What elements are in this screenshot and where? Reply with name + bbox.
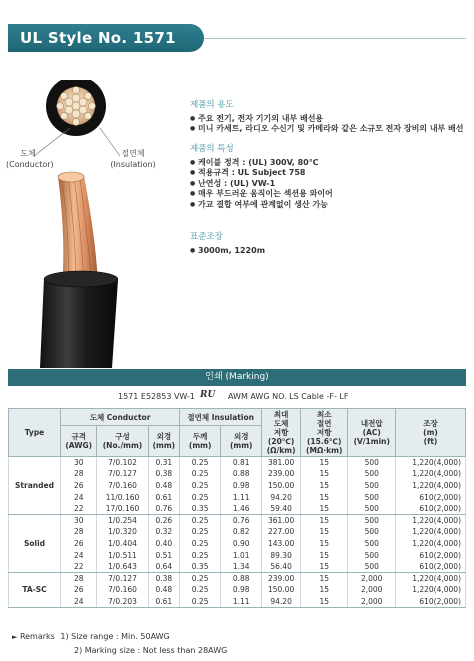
title-divider [204, 38, 466, 39]
table-cell: 7/0.127 [97, 572, 148, 584]
table-cell: 0.38 [148, 572, 180, 584]
table-cell: 0.40 [148, 538, 180, 550]
table-cell: 2,000 [348, 584, 396, 596]
remark-item: 1) Size range : Min. 50AWG [60, 632, 170, 641]
table-cell: 1.11 [221, 596, 262, 608]
table-cell: 610(2,000) [396, 503, 466, 515]
standard-length-title: 표준조장 [190, 232, 223, 242]
table-cell: 22 [61, 503, 97, 515]
remark-item: 2) Marking size : Not less than 28AWG [74, 646, 228, 655]
header-insulation-od: 외경 (mm) [221, 426, 262, 457]
table-row [9, 457, 466, 469]
table-cell: 500 [348, 457, 396, 469]
table-cell: 0.98 [221, 584, 262, 596]
table-cell: 0.61 [148, 491, 180, 503]
table-row [9, 561, 466, 573]
table-cell: 0.25 [180, 468, 221, 480]
spec-table [8, 408, 466, 608]
table-cell: 1.34 [221, 561, 262, 573]
table-cell: 143.00 [262, 538, 301, 550]
type-cell: TA-SC [9, 572, 61, 607]
cable-illustration [0, 80, 190, 370]
table-cell: 0.64 [148, 561, 180, 573]
remarks-label: Remarks [19, 632, 55, 641]
marking-text-1: 1571 E52853 VW-1 [118, 392, 195, 401]
table-cell: 500 [348, 549, 396, 561]
feature-item: ● 매우 부드러운 움직이는 섹션용 와이어 [190, 189, 468, 200]
header-conductor: 도체 Conductor [61, 409, 180, 426]
table-cell: 610(2,000) [396, 561, 466, 573]
spec-table-body [9, 457, 466, 608]
table-cell: 1,220(4,000) [396, 514, 466, 526]
table-cell: 0.48 [148, 480, 180, 492]
table-cell: 7/0.160 [97, 480, 148, 492]
table-cell: 1,220(4,000) [396, 468, 466, 480]
table-cell: 0.26 [148, 514, 180, 526]
table-cell: 7/0.127 [97, 468, 148, 480]
header-insulation: 절연체 Insulation [180, 409, 262, 426]
table-cell: 26 [61, 584, 97, 596]
table-row [9, 503, 466, 515]
table-row [9, 538, 466, 550]
table-cell: 239.00 [262, 468, 301, 480]
table-cell: 0.25 [180, 457, 221, 469]
insulation-label: 절연체 (Insulation) [110, 149, 156, 169]
table-cell: 15 [301, 491, 348, 503]
table-cell: 28 [61, 572, 97, 584]
table-cell: 610(2,000) [396, 549, 466, 561]
table-cell: 0.48 [148, 584, 180, 596]
table-cell: 15 [301, 561, 348, 573]
table-cell: 2,000 [348, 572, 396, 584]
table-cell: 15 [301, 584, 348, 596]
table-cell: 1,220(4,000) [396, 584, 466, 596]
cable-drawing [0, 80, 190, 370]
type-cell: Solid [9, 514, 61, 572]
table-row [9, 596, 466, 608]
table-cell: 0.31 [148, 457, 180, 469]
title-bar [8, 24, 204, 52]
table-cell: 0.25 [180, 491, 221, 503]
table-cell: 0.25 [180, 480, 221, 492]
table-cell: 610(2,000) [396, 596, 466, 608]
header-insulation-resistance: 최소 절연 저항 (15.6℃) (MΩ·km) [301, 409, 348, 457]
table-cell: 1,220(4,000) [396, 526, 466, 538]
table-cell: 0.61 [148, 596, 180, 608]
table-cell: 7/0.102 [97, 457, 148, 469]
table-cell: 28 [61, 468, 97, 480]
table-cell: 59.40 [262, 503, 301, 515]
conductor-label: 도체 (Conductor) [6, 149, 54, 169]
table-cell: 0.32 [148, 526, 180, 538]
table-row [9, 480, 466, 492]
marking-line [0, 389, 474, 405]
table-cell: 15 [301, 572, 348, 584]
header-conductor-od: 외경 (mm) [148, 426, 180, 457]
table-cell: 500 [348, 526, 396, 538]
table-cell: 0.76 [148, 503, 180, 515]
table-row [9, 572, 466, 584]
table-cell: 30 [61, 514, 97, 526]
table-cell: 0.81 [221, 457, 262, 469]
standard-length-section [190, 232, 468, 256]
feature-item: ● 난연성 : (UL) VW-1 [190, 179, 468, 190]
table-cell: 7/0.203 [97, 596, 148, 608]
header-length: 조장 (m) (ft) [396, 409, 466, 457]
table-cell: 500 [348, 538, 396, 550]
table-cell: 0.25 [180, 572, 221, 584]
type-cell: Stranded [9, 457, 61, 515]
table-cell: 361.00 [262, 514, 301, 526]
table-cell: 15 [301, 457, 348, 469]
table-cell: 500 [348, 514, 396, 526]
table-row [9, 468, 466, 480]
table-cell: 24 [61, 596, 97, 608]
table-cell: 17/0.160 [97, 503, 148, 515]
table-cell: 0.35 [180, 561, 221, 573]
table-row [9, 549, 466, 561]
table-cell: 1/0.404 [97, 538, 148, 550]
table-cell: 15 [301, 596, 348, 608]
header-size: 규격 (AWG) [61, 426, 97, 457]
table-cell: 28 [61, 526, 97, 538]
table-cell: 0.35 [180, 503, 221, 515]
table-cell: 0.38 [148, 468, 180, 480]
table-cell: 150.00 [262, 584, 301, 596]
ul-recognized-icon: RU [200, 390, 216, 400]
table-cell: 1,220(4,000) [396, 538, 466, 550]
table-cell: 1/0.320 [97, 526, 148, 538]
table-row [9, 584, 466, 596]
table-cell: 227.00 [262, 526, 301, 538]
table-cell: 1/0.254 [97, 514, 148, 526]
marking-text-2: AWM AWG NO. LS Cable -F- LF [228, 392, 349, 401]
table-cell: 89.30 [262, 549, 301, 561]
table-cell: 1/0.643 [97, 561, 148, 573]
marking-title: 인쇄 (Marking) [8, 369, 466, 386]
table-cell: 1,220(4,000) [396, 457, 466, 469]
table-cell: 0.76 [221, 514, 262, 526]
table-cell: 15 [301, 538, 348, 550]
table-cell: 500 [348, 468, 396, 480]
table-cell: 610(2,000) [396, 491, 466, 503]
usage-item: ● 미니 카세트, 라디오 수신기 및 카메라와 같은 소규모 전자 장비의 내부 배선 [190, 124, 468, 135]
table-cell: 56.40 [262, 561, 301, 573]
remarks [12, 630, 227, 657]
table-cell: 500 [348, 480, 396, 492]
header-type: Type [9, 409, 61, 457]
table-cell: 0.25 [180, 514, 221, 526]
table-row [9, 491, 466, 503]
usage-item: ● 주요 전기, 전자 기기의 내부 배선용 [190, 114, 468, 125]
features-title: 제품의 특성 [190, 144, 234, 154]
table-cell: 239.00 [262, 572, 301, 584]
features-section [190, 144, 468, 210]
table-cell: 381.00 [262, 457, 301, 469]
table-cell: 7/0.160 [97, 584, 148, 596]
table-cell: 0.82 [221, 526, 262, 538]
table-cell: 15 [301, 549, 348, 561]
table-cell: 1/0.511 [97, 549, 148, 561]
header-voltage: 내전압 (AC) (V/1min) [348, 409, 396, 457]
table-cell: 26 [61, 538, 97, 550]
header-thickness: 두께 (mm) [180, 426, 221, 457]
feature-item: ● 적용규격 : UL Subject 758 [190, 168, 468, 179]
header-construction: 구성 (No./mm) [97, 426, 148, 457]
table-cell: 1.46 [221, 503, 262, 515]
table-cell: 1.01 [221, 549, 262, 561]
table-cell: 0.25 [180, 526, 221, 538]
table-cell: 15 [301, 514, 348, 526]
table-cell: 1,220(4,000) [396, 480, 466, 492]
table-cell: 500 [348, 491, 396, 503]
arrow-right-icon: ► [12, 633, 18, 641]
table-cell: 94.20 [262, 596, 301, 608]
table-cell: 0.90 [221, 538, 262, 550]
page-title: UL Style No. 1571 [20, 29, 176, 47]
table-cell: 0.25 [180, 584, 221, 596]
table-cell: 500 [348, 561, 396, 573]
table-cell: 0.98 [221, 480, 262, 492]
table-row [9, 514, 466, 526]
table-cell: 15 [301, 480, 348, 492]
table-cell: 0.88 [221, 468, 262, 480]
table-cell: 30 [61, 457, 97, 469]
table-cell: 0.25 [180, 549, 221, 561]
table-cell: 24 [61, 549, 97, 561]
feature-item: ● 가교 결합 여부에 관계없이 생산 가능 [190, 200, 468, 211]
table-cell: 22 [61, 561, 97, 573]
table-cell: 15 [301, 503, 348, 515]
header-resistance: 최대 도체 저항 (20℃) (Ω/km) [262, 409, 301, 457]
table-cell: 24 [61, 491, 97, 503]
copper-strands [58, 176, 98, 285]
table-cell: 0.88 [221, 572, 262, 584]
usage-title: 제품의 용도 [190, 100, 234, 110]
table-cell: 1,220(4,000) [396, 572, 466, 584]
table-cell: 150.00 [262, 480, 301, 492]
jacket [40, 273, 118, 368]
table-cell: 0.51 [148, 549, 180, 561]
standard-length-item: ● 3000m, 1220m [190, 246, 468, 257]
table-cell: 0.25 [180, 538, 221, 550]
table-cell: 1.11 [221, 491, 262, 503]
feature-item: ● 케이블 정격 : (UL) 300V, 80℃ [190, 158, 468, 169]
table-cell: 94.20 [262, 491, 301, 503]
table-row [9, 526, 466, 538]
table-cell: 15 [301, 468, 348, 480]
table-cell: 500 [348, 503, 396, 515]
table-cell: 11/0.160 [97, 491, 148, 503]
table-cell: 26 [61, 480, 97, 492]
table-cell: 15 [301, 526, 348, 538]
usage-section [190, 100, 468, 135]
table-cell: 2,000 [348, 596, 396, 608]
table-cell: 0.25 [180, 596, 221, 608]
